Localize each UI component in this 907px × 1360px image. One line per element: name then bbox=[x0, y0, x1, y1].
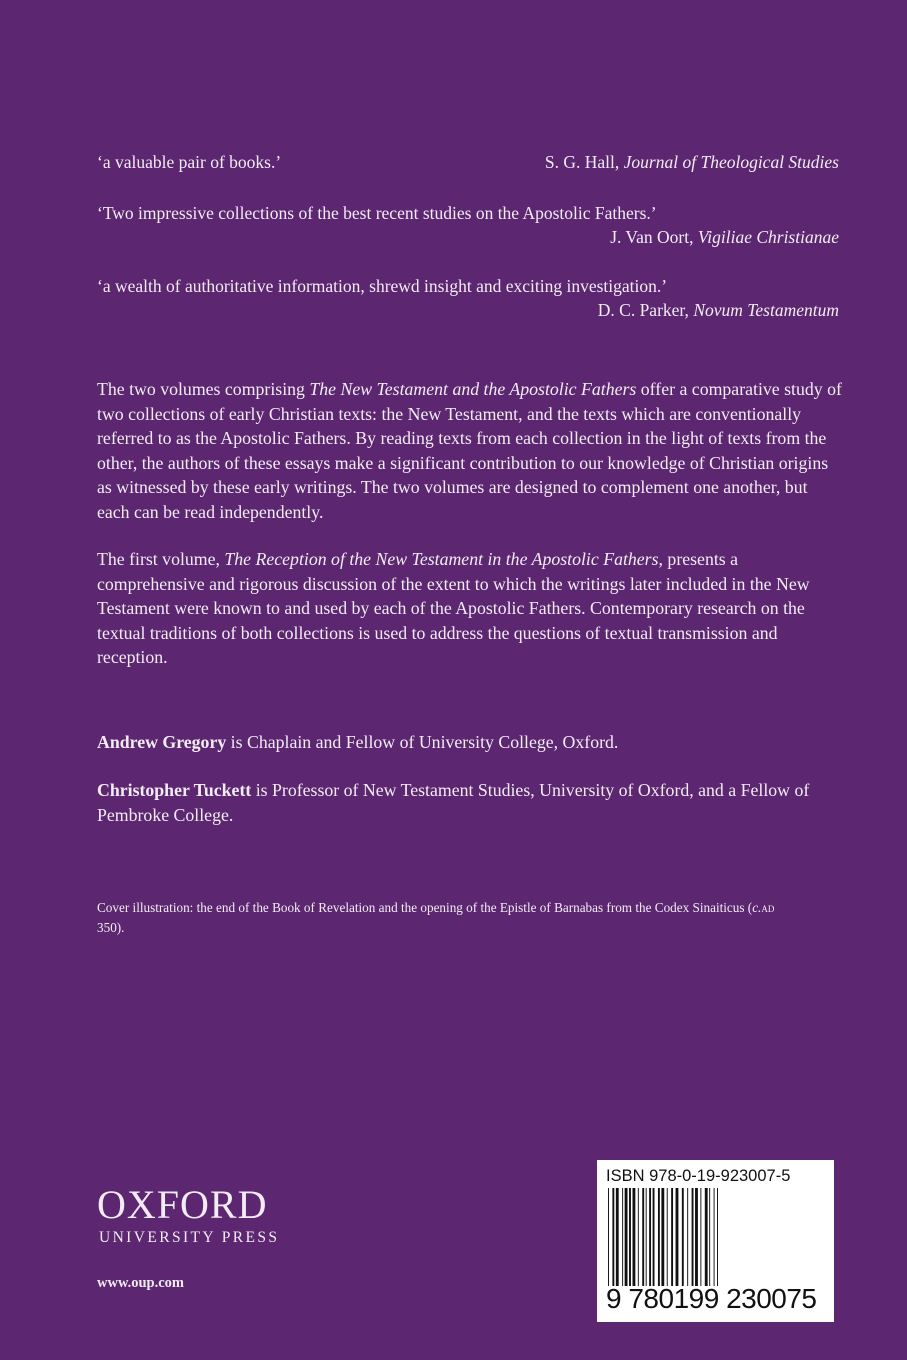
barcode-bar bbox=[629, 1188, 631, 1286]
barcode-digits: 9 780199 230075 bbox=[606, 1283, 817, 1314]
review-2 bbox=[97, 201, 839, 249]
barcode-bar bbox=[653, 1188, 655, 1286]
volume-set-title: The New Testament and the Apostolic Fathers bbox=[309, 379, 637, 399]
barcode-bar bbox=[616, 1188, 619, 1286]
review-attribution: D. C. Parker, Novum Testamentum bbox=[597, 300, 839, 320]
barcode-bar bbox=[705, 1188, 708, 1286]
barcode-bar bbox=[658, 1188, 660, 1286]
barcode-bar bbox=[682, 1188, 684, 1286]
publisher-logo: OXFORD bbox=[97, 1182, 268, 1227]
barcode-bar bbox=[642, 1188, 644, 1286]
barcode-bar bbox=[667, 1188, 668, 1286]
barcode-bars bbox=[606, 1188, 826, 1286]
barcode-bar bbox=[608, 1188, 609, 1286]
barcode-bar bbox=[676, 1188, 679, 1286]
review-quote: ‘a valuable pair of books.’ bbox=[97, 152, 282, 172]
barcode-bar bbox=[700, 1188, 701, 1286]
author-name: Christopher Tuckett bbox=[97, 780, 252, 800]
review-1 bbox=[97, 150, 839, 174]
author-bio-1: Andrew Gregory is Chaplain and Fellow of University College, Oxford. bbox=[97, 732, 619, 752]
publisher-press: UNIVERSITY PRESS bbox=[99, 1229, 280, 1246]
barcode-bar bbox=[646, 1188, 647, 1286]
review-source: Journal of Theological Studies bbox=[623, 152, 839, 172]
barcode-bar bbox=[671, 1188, 673, 1286]
barcode-bar bbox=[714, 1188, 715, 1286]
volume-title: The Reception of the New Testament in the Apostolic Fathers bbox=[224, 549, 659, 569]
review-quote: ‘a wealth of authoritative information, shrewd insight and exciting investigation.’ bbox=[97, 276, 668, 296]
barcode-bar bbox=[622, 1188, 623, 1286]
barcode-bar bbox=[692, 1188, 694, 1286]
description-paragraph-1: The two volumes comprising The New Testament and the Apostolic Fathers offer a comparative study of two collections of early Christian texts: the New Testament, and the texts which are conventionally referred to as the Apostolic Fathers. By reading texts from each collection in the light of texts from the other, the authors of these essays make a significant contribution to our knowledge of Christian origins as witnessed by these early writings. The two volumes are designed to complement one another, but each can be read independently. bbox=[97, 379, 842, 522]
review-3 bbox=[97, 274, 839, 322]
publisher-url[interactable]: www.oup.com bbox=[97, 1275, 185, 1291]
review-source: Vigiliae Christianae bbox=[697, 227, 839, 247]
isbn-label: ISBN 978-0-19-923007-5 bbox=[606, 1167, 791, 1185]
barcode-bar bbox=[687, 1188, 688, 1286]
review-quote: ‘Two impressive collections of the best recent studies on the Apostolic Fathers.’ bbox=[97, 203, 657, 223]
description-paragraph-2: The first volume, The Reception of the New Testament in the Apostolic Fathers, presents a comprehensive and rigorous discussion of the extent to which the writings later included in the New Testament were known to and used by each of the Apostolic Fathers. Contemporary research on the textual traditions of both collections is used to address the questions of textual transmission and reception. bbox=[97, 549, 810, 668]
barcode-bar bbox=[717, 1188, 718, 1286]
barcode-bar bbox=[633, 1188, 636, 1286]
barcode-bar bbox=[661, 1188, 664, 1286]
barcode-bar bbox=[709, 1188, 710, 1286]
barcode bbox=[597, 1160, 834, 1322]
author-bio-2: Christopher Tuckett is Professor of New Testament Studies, University of Oxford, and a Fellow of Pembroke College. bbox=[97, 780, 810, 825]
barcode-bar bbox=[649, 1188, 651, 1286]
review-attribution: S. G. Hall, Journal of Theological Studies bbox=[544, 152, 839, 172]
review-source: Novum Testamentum bbox=[693, 300, 839, 320]
barcode-bar bbox=[638, 1188, 639, 1286]
barcode-bar bbox=[695, 1188, 698, 1286]
barcode-bar bbox=[625, 1188, 628, 1286]
review-attribution: J. Van Oort, Vigiliae Christianae bbox=[610, 227, 839, 247]
author-name: Andrew Gregory bbox=[97, 732, 227, 752]
cover-credit: Cover illustration: the end of the Book of Revelation and the opening of the Epistle of Barnabas from the Codex Sinaiticus (c.ad 350). bbox=[97, 900, 775, 935]
barcode-bar bbox=[612, 1188, 614, 1286]
